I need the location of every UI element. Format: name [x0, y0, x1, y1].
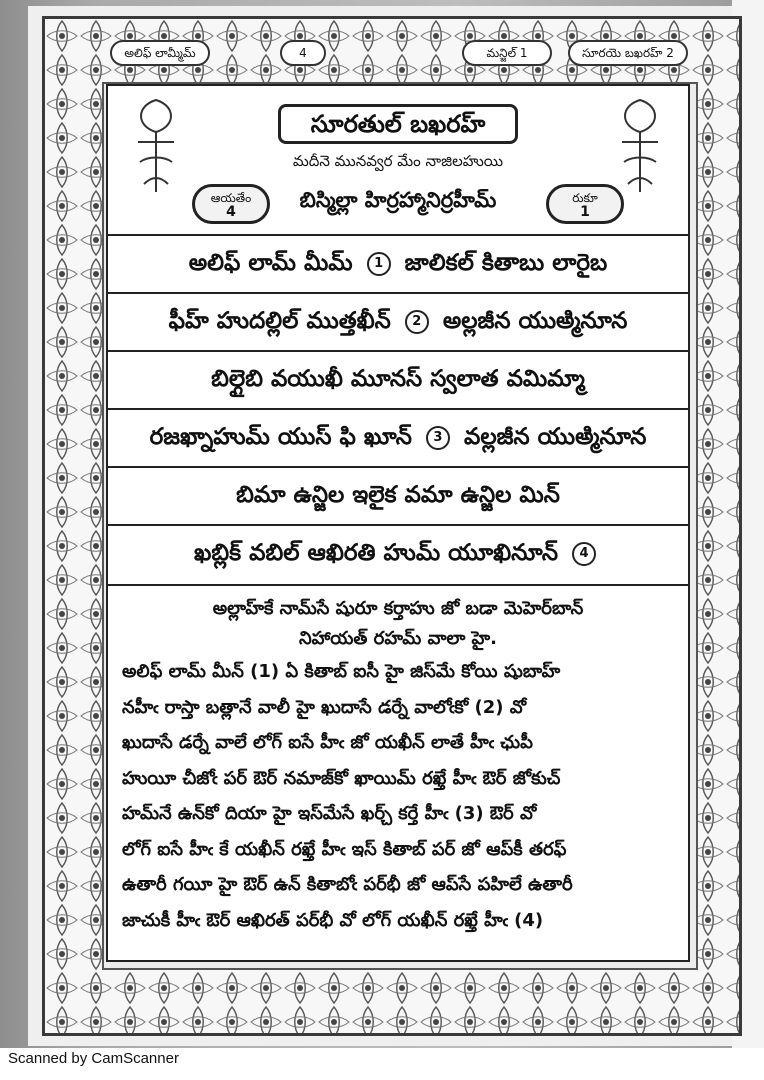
page-number: 4: [280, 40, 326, 66]
translation-line: నహీఁ రాస్తా బత్లానే వాలీ హై ఖుదాసే డర్నే వాలోఁకో (2) వో: [122, 696, 527, 718]
surah-title: సూరతుల్ బఖరహ్: [278, 104, 518, 144]
translation-line: హుయీ చీజోఁ పర్ ఔర్ నమాజ్‌కో ఖాయిమ్ రఖ్తే హీఁ ఔర్ జోకుచ్: [122, 767, 561, 789]
surah-reference: సూరయె బఖరహ్ 2: [568, 40, 688, 66]
ruku-number: 1: [580, 204, 590, 220]
verse-line-3: బిల్గైబి వయుఖీ మూనస్ స్వలాత వమిమ్మా: [108, 350, 688, 408]
ayah-marker-icon: 2: [405, 310, 429, 334]
verse-line-2: ఫీహ్ హుదల్లిల్ ముత్తఖీన్ 2 అల్లజీన యుఅ్మినూన: [108, 292, 688, 350]
translation-heading-2: నిహాయత్ రహమ్ వాలా హై.: [299, 628, 497, 649]
verse-line-5: బిమా ఉన్జిల ఇలైక వమా ఉన్జిల మిన్: [108, 466, 688, 524]
translation-heading-1: అల్లాహ్‌కే నామ్‌సే షురూ కర్తాహు జో బడా మెహెర్‌బాన్: [212, 598, 584, 619]
ayah-marker-icon: 1: [367, 252, 391, 276]
bismillah: బిస్మిల్లా హిర్రహ్మానిర్రహీమ్: [299, 188, 497, 212]
corner-ornament-right: [610, 92, 670, 202]
verse-line-4: రజఖ్నాహుమ్ యుస్ ఫి ఖూన్ 3 వల్లజీన యుఅ్మినూన: [108, 408, 688, 466]
revelation-note: మదీనె మునవ్వర మేం నాజిలహుయి: [292, 152, 504, 170]
content-panel: [106, 84, 690, 962]
ayat-label: ఆయతేం: [210, 191, 252, 205]
translation-line: హమ్‌నే ఉన్‌కో దియా హై ఇస్‌మేసే ఖర్చ్ కర్తే హీఁ (3) ఔర్ వో: [122, 803, 537, 824]
ayah-marker-icon: 4: [572, 542, 596, 566]
ruku-badge: [546, 184, 624, 224]
verse-line-6: ఖబ్లిక్ వబిల్ ఆఖిరతి హుమ్ యూఖినూన్ 4: [108, 524, 688, 582]
corner-ornament-left: [126, 92, 186, 202]
translation-line: ఉతారీ గయీ హై ఔర్ ఉన్ కితాబోఁ పర్‌భీ జో ఆప్‌సే పహిలే ఉతారీ: [122, 874, 573, 895]
translation-line: లోగ్ ఐసే హీఁ కే యఖీన్ రఖ్తే హీఁ ఇస్ కితాబ్ పర్ జో ఆప్‌కీ తరఫ్: [122, 838, 567, 860]
ruku-label: రుకూ: [572, 191, 598, 205]
verse-line-1: అలిఫ్ లామ్ మీమ్ 1 జాలికల్ కితాబు లారైబ: [108, 234, 688, 292]
scanner-watermark: Scanned by CamScanner: [8, 1050, 179, 1067]
header-left-label: అలిఫ్ లామ్మీమ్: [110, 40, 210, 66]
translation-line: జాచుకీ హీఁ ఔర్ ఆఖిరత్ పర్‌భీ వో లోగ్ యఖీన్ రఖ్తే హీఁ (4): [122, 909, 544, 931]
translation-block: [108, 584, 688, 938]
translation-line: అలిఫ్ లామ్ మీన్ (1) ఏ కితాబ్ ఐసీ హై జిస్‌మే కోయి షుబాహ్: [122, 661, 561, 682]
translation-line: ఖుదాసే డర్నే వాలే లోగ్ ఐసే హీఁ జో యఖీన్ లాతే హీఁ ఛుపీ: [122, 732, 533, 753]
ayat-count: 4: [226, 204, 236, 220]
ayah-marker-icon: 3: [426, 426, 450, 450]
manzil-label: మన్జిల్ 1: [462, 40, 552, 66]
